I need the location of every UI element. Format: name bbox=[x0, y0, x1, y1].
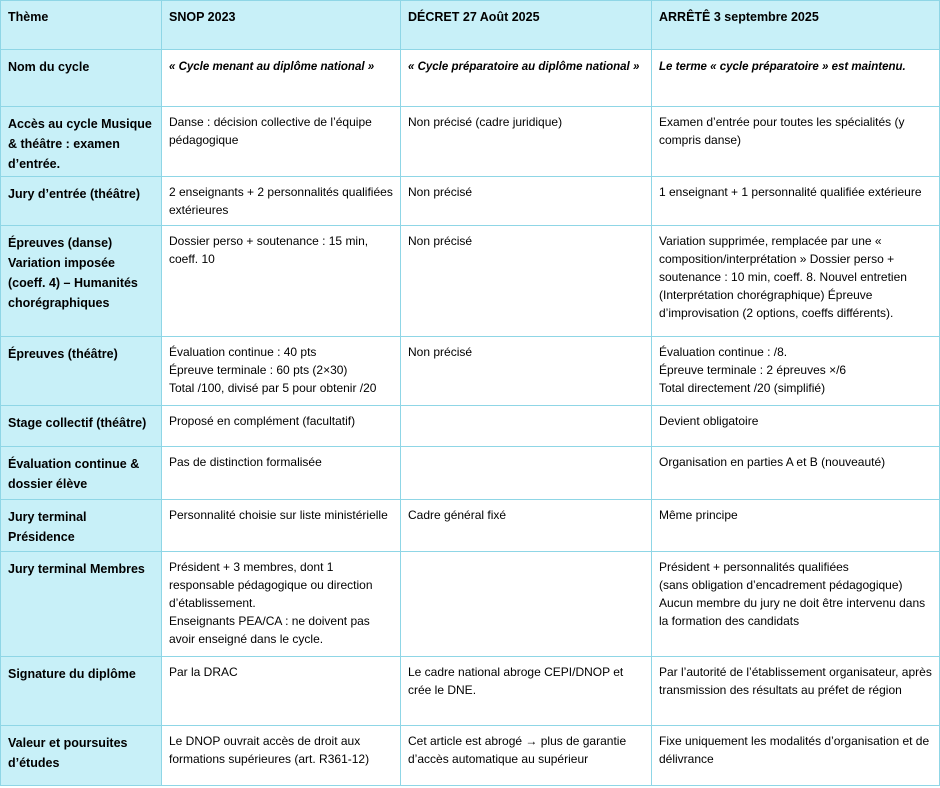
cell-snop bbox=[162, 107, 401, 177]
table-row bbox=[1, 177, 940, 226]
table-row bbox=[1, 657, 940, 726]
cell-line: Examen d’entrée pour toutes les spécialités (y compris danse) bbox=[659, 115, 905, 147]
cell-line: Dossier perso + soutenance : 15 min, coeff. 10 bbox=[169, 234, 369, 266]
cell-decret bbox=[401, 447, 652, 500]
cell-arrete bbox=[652, 406, 940, 447]
cell-snop bbox=[162, 657, 401, 726]
cell-line: Danse : décision collective de l’équipe pédagogique bbox=[169, 115, 372, 147]
cell-decret bbox=[401, 177, 652, 226]
cell-line: Personnalité choisie sur liste ministérielle bbox=[169, 508, 388, 522]
cell-line: Cet article est abrogé → plus de garantie d’accès automatique au supérieur bbox=[408, 734, 627, 766]
cell-line: Aucun membre du jury ne doit être intervenu dans la formation des candidats bbox=[659, 596, 926, 628]
cell-snop bbox=[162, 447, 401, 500]
cell-line: Enseignants PEA/CA : ne doivent pas avoir enseigné dans le cycle. bbox=[169, 614, 370, 646]
cell-line: Non précisé bbox=[408, 345, 473, 359]
cell-arrete bbox=[652, 50, 940, 107]
table-row bbox=[1, 337, 940, 406]
cell-line: « Cycle menant au diplôme national » bbox=[169, 61, 375, 73]
cell-arrete bbox=[652, 177, 940, 226]
cell-snop bbox=[162, 226, 401, 337]
cell-line: Président + 3 membres, dont 1 responsable pédagogique ou direction d’établissement. bbox=[169, 560, 373, 610]
row-theme: Nom du cycle bbox=[1, 50, 162, 107]
cell-decret bbox=[401, 337, 652, 406]
cell-line: Par l’autorité de l’établissement organisateur, après transmission des résultats au préfet de région bbox=[659, 665, 932, 697]
cell-decret bbox=[401, 726, 652, 786]
cell-arrete bbox=[652, 500, 940, 552]
table-row bbox=[1, 447, 940, 500]
cell-line: Le terme « cycle préparatoire » est maintenu. bbox=[659, 61, 906, 73]
header-theme: Thème bbox=[1, 1, 162, 50]
cell-snop bbox=[162, 552, 401, 657]
cell-decret bbox=[401, 107, 652, 177]
header-arrete-2025: ARRÊTÊ 3 septembre 2025 bbox=[652, 1, 940, 50]
cell-decret bbox=[401, 500, 652, 552]
cell-line: Président + personnalités qualifiées bbox=[659, 560, 849, 574]
cell-line: Non précisé (cadre juridique) bbox=[408, 115, 563, 129]
cell-line: « Cycle préparatoire au diplôme national » bbox=[408, 61, 640, 73]
cell-line: Pas de distinction formalisée bbox=[169, 455, 322, 469]
row-theme: Stage collectif (théâtre) bbox=[1, 406, 162, 447]
cell-line: Le DNOP ouvrait accès de droit aux formations supérieures (art. R361-12) bbox=[169, 734, 370, 766]
cell-snop bbox=[162, 726, 401, 786]
table-row bbox=[1, 500, 940, 552]
row-theme: Signature du diplôme bbox=[1, 657, 162, 726]
cell-arrete bbox=[652, 337, 940, 406]
cell-line: Proposé en complément (facultatif) bbox=[169, 414, 356, 428]
cell-snop bbox=[162, 500, 401, 552]
cell-line: Non précisé bbox=[408, 234, 473, 248]
row-theme: Valeur et poursuites d’études bbox=[1, 726, 162, 786]
cell-arrete bbox=[652, 226, 940, 337]
cell-line: Total directement /20 (simplifié) bbox=[659, 381, 826, 395]
cell-decret bbox=[401, 50, 652, 107]
cell-snop bbox=[162, 337, 401, 406]
row-theme: Jury terminal Présidence bbox=[1, 500, 162, 552]
cell-arrete bbox=[652, 552, 940, 657]
cell-line: 1 enseignant + 1 personnalité qualifiée extérieure bbox=[659, 185, 922, 199]
cell-decret bbox=[401, 657, 652, 726]
table-row bbox=[1, 50, 940, 107]
cell-line: Fixe uniquement les modalités d’organisation et de délivrance bbox=[659, 734, 930, 766]
row-theme: Jury d’entrée (théâtre) bbox=[1, 177, 162, 226]
cell-line: 2 enseignants + 2 personnalités qualifiées extérieures bbox=[169, 185, 393, 217]
cell-line: Non précisé bbox=[408, 185, 473, 199]
cell-snop bbox=[162, 406, 401, 447]
table-row bbox=[1, 107, 940, 177]
cell-line: Même principe bbox=[659, 508, 738, 522]
cell-line: Organisation en parties A et B (nouveauté) bbox=[659, 455, 886, 469]
header-row bbox=[1, 1, 940, 50]
cell-arrete bbox=[652, 107, 940, 177]
cell-snop bbox=[162, 177, 401, 226]
cell-line: Épreuve terminale : 2 épreuves ×/6 bbox=[659, 363, 847, 377]
cell-line: Par la DRAC bbox=[169, 665, 238, 679]
cell-arrete bbox=[652, 657, 940, 726]
row-theme: Épreuves (danse) Variation imposée (coeff. 4) – Humanités chorégraphiques bbox=[1, 226, 162, 337]
cell-line: Évaluation continue : 40 pts bbox=[169, 345, 317, 359]
cell-line: Cadre général fixé bbox=[408, 508, 507, 522]
row-theme: Accès au cycle Musique & théâtre : examen d’entrée. bbox=[1, 107, 162, 177]
cell-arrete bbox=[652, 447, 940, 500]
cell-line: Total /100, divisé par 5 pour obtenir /20 bbox=[169, 381, 377, 395]
cell-decret bbox=[401, 552, 652, 657]
row-theme: Jury terminal Membres bbox=[1, 552, 162, 657]
table-row bbox=[1, 226, 940, 337]
cell-line: Devient obligatoire bbox=[659, 414, 759, 428]
cell-line: Variation supprimée, remplacée par une « composition/interprétation » Dossier perso + soutenance : 10 min, coeff. 8. Nouvel entretien (Interprétation chorégraphique) Épreuve d’improvisation (2 options, coeffs différents). bbox=[659, 234, 907, 320]
cell-line: Évaluation continue : /8. bbox=[659, 345, 788, 359]
row-theme: Évaluation continue & dossier élève bbox=[1, 447, 162, 500]
cell-line: Le cadre national abroge CEPI/DNOP et crée le DNE. bbox=[408, 665, 624, 697]
row-theme: Épreuves (théâtre) bbox=[1, 337, 162, 406]
cell-line: Épreuve terminale : 60 pts (2×30) bbox=[169, 363, 348, 377]
cell-snop bbox=[162, 50, 401, 107]
cell-decret bbox=[401, 226, 652, 337]
header-snop-2023: SNOP 2023 bbox=[162, 1, 401, 50]
table-row bbox=[1, 406, 940, 447]
cell-line: (sans obligation d’encadrement pédagogique) bbox=[659, 578, 903, 592]
table-row bbox=[1, 552, 940, 657]
cell-decret bbox=[401, 406, 652, 447]
header-decret-2025: DÉCRET 27 Août 2025 bbox=[401, 1, 652, 50]
cell-arrete bbox=[652, 726, 940, 786]
table-row bbox=[1, 726, 940, 786]
